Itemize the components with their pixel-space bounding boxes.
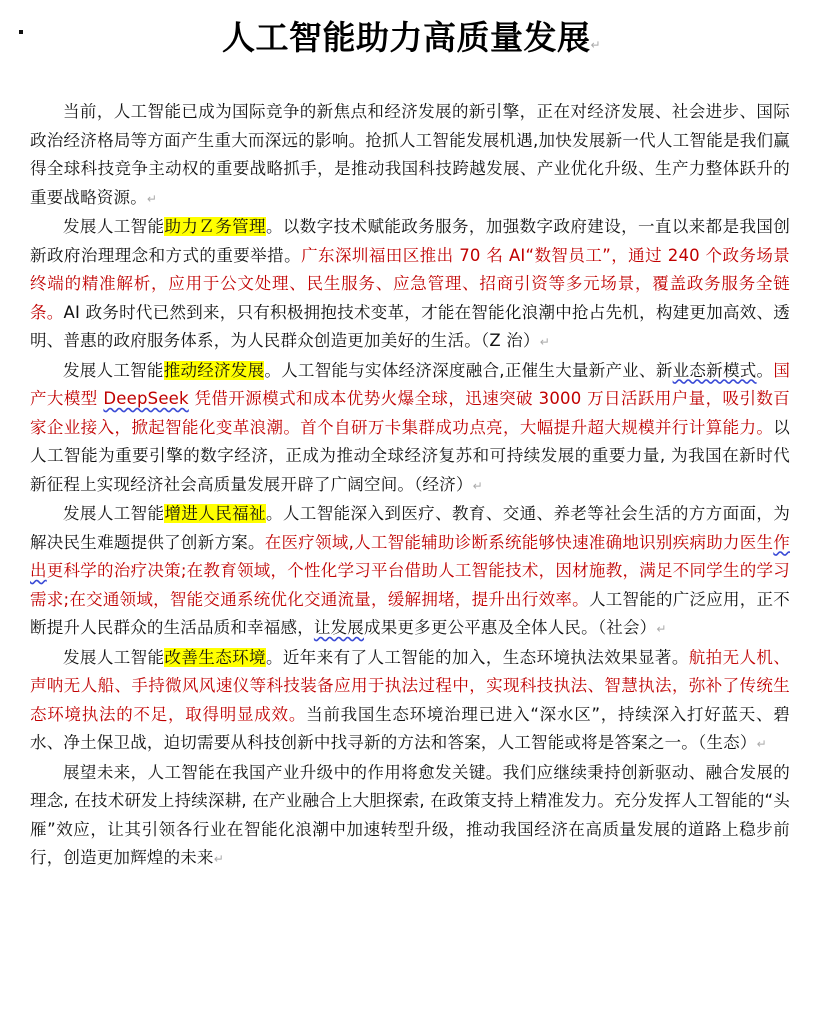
paragraph-outlook[interactable]: 展望未来，人工智能在我国产业升级中的作用将愈发关键。我们应继续秉持创新驱动、融合发展的理念, 在技术研发上持续深耕, 在产业融合上大胆探索, 在政策支持上精准发力。充分发挥人工智能的“头雁”效应，让其引领各行业在智能化浪潮中加速转型升级，推动我国经济在高质量发展的道路上稳步前行，创造更加辉煌的未来↵ [30, 762, 790, 867]
section-tag: （Z 治） [480, 331, 540, 350]
spellcheck-underline[interactable]: 让发展 [313, 618, 365, 637]
paragraph-ecology[interactable]: 发展人工智能改善生态环境。近年来有了人工智能的加入，生态环境执法效果显著。航拍无人机、声呐无人船、手持微风风速仪等科技装备应用于执法过程中，实现科技执法、智慧执法，弥补了传统生态环境执法的不足，取得明显成效。当前我国生态环境治理已进入“深水区”，持续深入打好蓝天、碧水、净土保卫战，迫切需要从科技创新中找寻新的方法和答案，人工智能或将是答案之一。（生态）↵ [30, 647, 791, 752]
red-example-text: 在医疗领域,人工智能辅助诊断系统能够快速准确地识别疾病助力医生作出更科学的治疗决策;在教育领域，个性化学习平台借助人工智能技术，因材施教，满足不同学生的学习需求;在交通领域，智能交通系统优化交通流量，缓解拥堵，提升出行效率。 [30, 532, 790, 609]
red-example-text: 航拍无人机、声呐无人船、手持微风风速仪等科技装备应用于执法过程中，实现科技执法、智慧执法，弥补了传统生态环境执法的不足，取得明显成效。 [30, 647, 791, 724]
paragraph-economy[interactable]: 发展人工智能推动经济发展。人工智能与实体经济深度融合,正催生大量新产业、新业态新模式。国产大模型 DeepSeek 凭借开源模式和成本优势火爆全球，迅速突破 3000 万日活跃用户量，吸引数百家企业接入，掀起智能化变革浪潮。首个自研万卡集群成功点亮，大幅提升超大规模并行计算能力。以人工智能为重要引擎的数字经济，正成为推动全球经济复苏和可持续发展的重要力量, 为我国在新时代新征程上实现经济社会高质量发展开辟了广阔空间。（经济）↵ [30, 360, 791, 494]
document-body[interactable] [30, 98, 790, 874]
section-tag: （经济） [414, 474, 473, 494]
paragraph-mark-icon: ↵ [213, 852, 224, 866]
highlighted-heading: 推动经济发展 [163, 360, 265, 380]
spellcheck-underline[interactable]: 业态新模式 [672, 360, 757, 380]
spellcheck-underline[interactable]: DeepSeek [103, 389, 189, 408]
highlighted-heading: 助力Ｚ务管理 [164, 217, 266, 236]
paragraph-intro[interactable]: 当前，人工智能已成为国际竞争的新焦点和经济发展的新引擎，正在对经济发展、社会进步、国际政治经济格局等方面产生重大而深远的影响。抢抓人工智能发展机遇,加快发展新一代人工智能是我们赢得全球科技竞争主动权的重要战略抓手，是推动我国科技跨越发展、产业优化升级、生产力整体跃升的重要战略资源。↵ [30, 102, 790, 207]
red-example-text: 国产大模型 DeepSeek 凭借开源模式和成本优势火爆全球，迅速突破 3000 万日活跃用户量，吸引数百家企业接入，掀起智能化变革浪潮。首个自研万卡集群成功点亮，大幅提升超大规模并行计算能力。 [30, 360, 791, 437]
paragraph-mark-icon: ↵ [656, 622, 667, 636]
section-tag: （社会） [597, 618, 657, 637]
paragraph-mark-icon: ↵ [590, 38, 602, 52]
paragraph-mark-icon: ↵ [146, 191, 158, 206]
paragraph-welfare[interactable]: 发展人工智能增进人民福祉。人工智能深入到医疗、教育、交通、养老等社会生活的方方面面，为解决民生难题提供了创新方案。在医疗领域,人工智能辅助诊断系统能够快速准确地识别疾病助力医生作出更科学的治疗决策;在教育领域，个性化学习平台借助人工智能技术，因材施教，满足不同学生的学习需求;在交通领域，智能交通系统优化交通流量，缓解拥堵，提升出行效率。人工智能的广泛应用，正不断提升人民群众的生活品质和幸福感，让发展成果更多更公平惠及全体人民。（社会）↵ [30, 504, 791, 637]
paragraph-mark-icon: ↵ [756, 737, 767, 751]
document-title[interactable]: 人工智能助力高质量发展↵ [221, 18, 602, 57]
paragraph-governance[interactable]: 发展人工智能助力Ｚ务管理。以数字技术赋能政务服务，加强数字政府建设，一直以来都是我国创新政府治理理念和方式的重要举措。广东深圳福田区推出 70 名 AI“数智员工”，通过 240 个政务场景终端的精准解析，应用于公文处理、民生服务、应急管理、招商引资等多元场景，覆盖政务服务全链条。AI 政务时代已然到来，只有积极拥抱技术变革，才能在智能化浪潮中抢占先机，构建更加高效、透明、普惠的政府服务体系，为人民群众创造更加美好的生活。（Z 治）↵ [30, 217, 791, 350]
paragraph-mark-icon: ↵ [539, 335, 550, 349]
highlighted-heading: 增进人民福祉 [164, 504, 266, 523]
section-tag: （生态） [698, 733, 757, 752]
spellcheck-underline[interactable]: 作出 [30, 532, 790, 580]
red-example-text: 广东深圳福田区推出 70 名 AI“数智员工”，通过 240 个政务场景终端的精准解析，应用于公文处理、民生服务、应急管理、招商引资等多元场景，覆盖政务服务全链条。 [30, 245, 791, 322]
paragraph-mark-icon: ↵ [472, 478, 483, 493]
highlighted-heading: 改善生态环境 [164, 647, 266, 667]
